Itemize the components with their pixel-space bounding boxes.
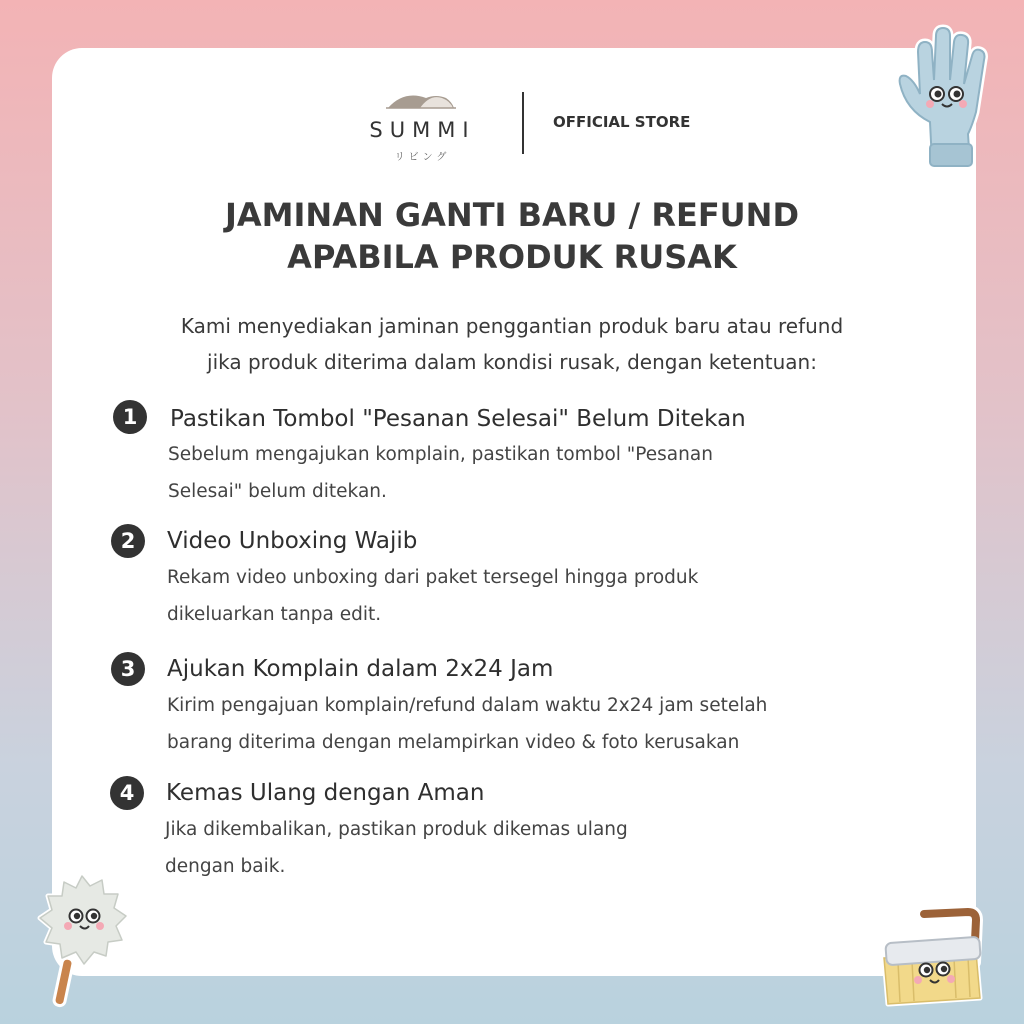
step-title: Pastikan Tombol "Pesanan Selesai" Belum Ditekan (170, 406, 746, 432)
step-description-line-1: Kirim pengajuan komplain/refund dalam waktu 2x24 jam setelah (167, 695, 768, 716)
step-description-line-2: dikeluarkan tanpa edit. (167, 604, 382, 625)
step-title: Ajukan Komplain dalam 2x24 Jam (167, 656, 554, 682)
step-number-badge: 1 (113, 400, 147, 434)
step-number-badge: 4 (110, 776, 144, 810)
title-line-1: JAMINAN GANTI BARU / REFUND (224, 196, 799, 234)
summi-logo-icon (386, 92, 456, 112)
step-description-line-1: Sebelum mengajukan komplain, pastikan tombol "Pesanan (168, 444, 713, 465)
intro-line-2: jika produk diterima dalam kondisi rusak, dengan ketentuan: (207, 350, 817, 374)
title-line-2: APABILA PRODUK RUSAK (287, 238, 737, 276)
official-store-label: OFFICIAL STORE (553, 113, 691, 131)
logo-wordmark: SUMMI (369, 118, 476, 142)
intro-text (60, 308, 964, 380)
brand-header (0, 92, 1024, 172)
step-description-line-2: Selesai" belum ditekan. (168, 481, 387, 502)
step-description-line-1: Rekam video unboxing dari paket tersegel hingga produk (167, 567, 699, 588)
step-title: Video Unboxing Wajib (167, 528, 418, 554)
step-number-badge: 2 (111, 524, 145, 558)
step-description-line-1: Jika dikembalikan, pastikan produk dikemas ulang (165, 819, 628, 840)
step-description-line-2: dengan baik. (165, 856, 286, 877)
step-number-badge: 3 (111, 652, 145, 686)
step-description (165, 811, 628, 885)
page-title (0, 194, 1024, 278)
step-title: Kemas Ulang dengan Aman (166, 780, 485, 806)
step-description (167, 687, 767, 761)
brush-mascot-icon (876, 900, 990, 1012)
step-description-line-2: barang diterima dengan melampirkan video & foto kerusakan (167, 732, 740, 753)
logo-subtext: リビング (394, 152, 451, 163)
duster-mascot-icon (36, 872, 128, 1012)
intro-line-1: Kami menyediakan jaminan penggantian produk baru atau refund (180, 314, 844, 338)
step-description (167, 559, 698, 633)
brand-divider (522, 92, 524, 154)
glove-mascot-icon (892, 22, 998, 172)
step-description (168, 436, 713, 510)
